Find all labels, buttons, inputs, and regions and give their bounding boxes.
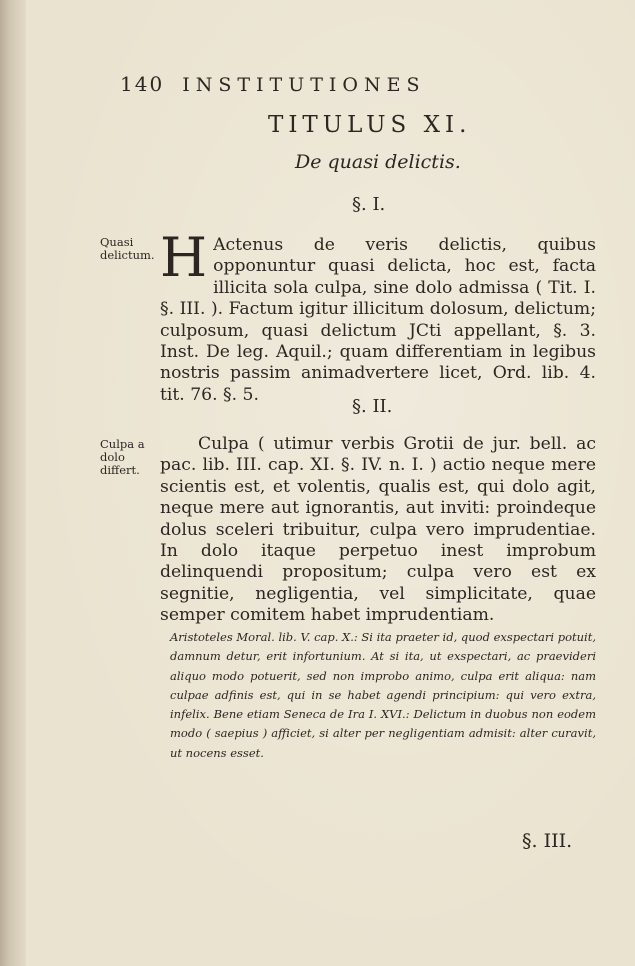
catchword: §. III. — [522, 830, 573, 852]
section-heading-2: §. II. — [352, 396, 393, 417]
section-1-paragraph — [160, 226, 596, 406]
margin-note-1: Quasi delictum. — [100, 235, 155, 262]
chapter-title: TITULUS XI. — [268, 112, 472, 138]
book-gutter — [0, 0, 26, 966]
page-number: 140 — [120, 72, 165, 96]
chapter-subtitle: De quasi delictis. — [295, 151, 461, 173]
drop-cap: H — [160, 226, 208, 289]
section-heading-1: §. I. — [352, 194, 386, 215]
running-title: INSTITUTIONES — [182, 74, 426, 96]
section-1-text: Actenus de veris delictis, quibus opponuntur quasi delicta, hoc est, facta illicita sola culpa, sine dolo admissa ( Tit. I. §. III. ). Factum igitur illicitum dolosum, delictum; culposum, quasi delictum JCti appellant, §. 3. Inst. De leg. Aquil.; quam differentiam in legibus nostris passim animadvertere licet, Ord. lib. 4. tit. 76. §. 5. — [160, 235, 596, 405]
section-2-text: Culpa ( utimur verbis Grotii de jur. bell. ac pac. lib. III. cap. XI. §. IV. n. I. ) actio neque mere scientis est, et volentis, qualis est, qui dolo agit, neque mere aut ignorantis, aut inviti: proindeque dolus sceleri tribuitur, culpa vero imprudentiae. In dolo itaque perpetuo inest improbum delinquendi propositum; culpa vero est ex segnitie, negligentia, vel simplicitate, quae semper comitem habet imprudentiam. — [160, 434, 596, 626]
margin-note-2: Culpa a dolo differt. — [100, 437, 145, 477]
footnote: Aristoteles Moral. lib. V. cap. X.: Si ita praeter id, quod exspectari potuit, damnum detur, erit infortunium. At si ita, ut exspectari, ac praevideri aliquo modo potuerit, sed non improbo animo, culpa erit aliqua: nam culpae adfinis est, qui in se habet agendi principium: qui vero extra, infelix. Bene etiam Seneca de Ira I. XVI.: Delictum in duobus non eodem modo ( saepius ) afficiet, si alter per negligentiam admisit: alter curavit, ut nocens esset. — [170, 630, 596, 760]
running-header — [120, 72, 540, 96]
section-2-paragraph — [160, 434, 596, 627]
